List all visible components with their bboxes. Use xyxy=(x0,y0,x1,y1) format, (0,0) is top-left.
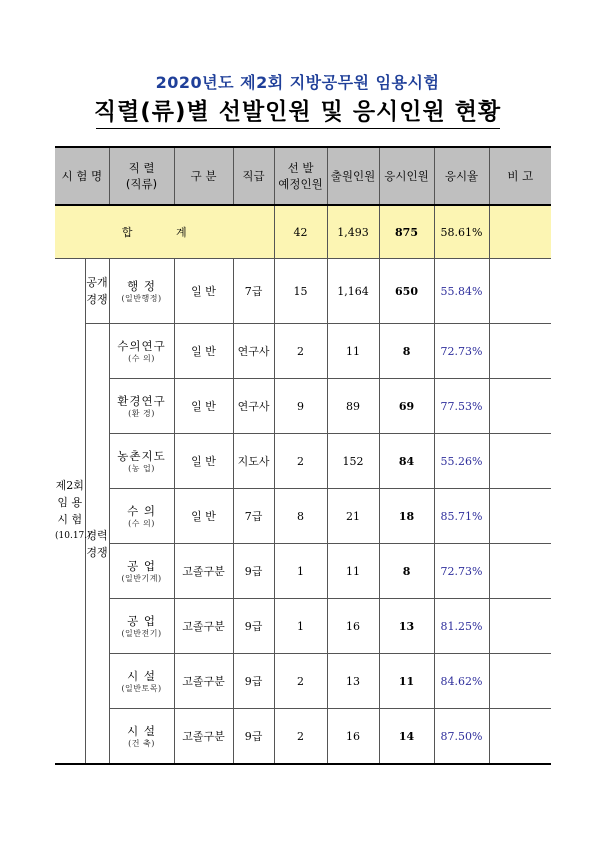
job-sub: (수 의) xyxy=(128,353,155,363)
total-attended: 875 xyxy=(379,205,434,259)
attended-cell: 650 xyxy=(379,259,434,324)
job-name: 농촌지도 xyxy=(117,448,166,463)
job-sub: (농 업) xyxy=(128,463,155,473)
table-row xyxy=(55,654,551,709)
header-planned xyxy=(274,147,327,205)
total-applied: 1,493 xyxy=(327,205,379,259)
table-row xyxy=(55,709,551,765)
document-title: 직렬(류)별 선발인원 및 응시인원 현황 xyxy=(93,99,502,125)
header-planned-sub: 예정인원 xyxy=(278,177,323,191)
applied-cell: 152 xyxy=(327,434,379,489)
division-cell: 일 반 xyxy=(174,324,233,379)
rate-cell: 72.73% xyxy=(434,324,489,379)
header-job-series-sub: (직류) xyxy=(125,177,158,191)
header-division: 구 분 xyxy=(174,147,233,205)
attended-cell: 84 xyxy=(379,434,434,489)
attended-cell: 11 xyxy=(379,654,434,709)
exam-name-line: 임 용 xyxy=(57,496,83,509)
total-label: 합 계 xyxy=(55,205,274,259)
division-cell: 고졸구분 xyxy=(174,544,233,599)
planned-cell: 2 xyxy=(274,434,327,489)
table-row xyxy=(55,489,551,544)
rate-cell: 72.73% xyxy=(434,544,489,599)
document-subtitle: 2020년도 제2회 지방공무원 임용시험 xyxy=(155,73,440,92)
category-line: 경력 xyxy=(86,528,108,542)
attended-cell: 14 xyxy=(379,709,434,765)
applied-cell: 11 xyxy=(327,544,379,599)
job-sub: (일반전기) xyxy=(121,628,162,638)
category-line: 경쟁 xyxy=(86,545,108,559)
table-row xyxy=(55,434,551,489)
rate-cell: 84.62% xyxy=(434,654,489,709)
job-cell xyxy=(109,379,174,434)
attended-cell: 69 xyxy=(379,379,434,434)
planned-cell: 1 xyxy=(274,599,327,654)
note-cell xyxy=(489,654,551,709)
exam-name-cell xyxy=(55,259,91,765)
division-cell: 고졸구분 xyxy=(174,599,233,654)
grade-cell: 지도사 xyxy=(233,434,274,489)
grade-cell: 9급 xyxy=(233,599,274,654)
attended-cell: 13 xyxy=(379,599,434,654)
category-line: 경쟁 xyxy=(86,293,108,306)
total-note xyxy=(489,205,551,259)
total-row xyxy=(55,205,551,259)
category-line: 공개 xyxy=(86,276,108,289)
job-name: 시 설 xyxy=(127,723,156,738)
grade-cell: 연구사 xyxy=(233,379,274,434)
division-cell: 고졸구분 xyxy=(174,709,233,765)
job-cell xyxy=(109,324,174,379)
job-sub: (수 의) xyxy=(128,518,155,528)
applied-cell: 16 xyxy=(327,599,379,654)
division-cell: 일 반 xyxy=(174,489,233,544)
category-career xyxy=(85,324,109,765)
job-name: 환경연구 xyxy=(117,393,166,408)
title-underline xyxy=(96,128,500,129)
applied-cell: 1,164 xyxy=(327,259,379,324)
header-exam-name: 시 험 명 xyxy=(55,147,109,205)
table-row xyxy=(55,599,551,654)
total-planned: 42 xyxy=(274,205,327,259)
rate-cell: 85.71% xyxy=(434,489,489,544)
grade-cell: 7급 xyxy=(233,259,274,324)
header-note: 비 고 xyxy=(489,147,551,205)
note-cell xyxy=(489,434,551,489)
applied-cell: 89 xyxy=(327,379,379,434)
header-grade: 직급 xyxy=(233,147,274,205)
header-applied: 출원인원 xyxy=(327,147,379,205)
note-cell xyxy=(489,489,551,544)
job-cell xyxy=(109,259,174,324)
attended-cell: 8 xyxy=(379,324,434,379)
total-rate: 58.61% xyxy=(434,205,489,259)
job-name: 수의연구 xyxy=(117,338,166,353)
division-cell: 일 반 xyxy=(174,434,233,489)
job-sub: (건 축) xyxy=(128,738,155,748)
job-cell xyxy=(109,434,174,489)
applied-cell: 16 xyxy=(327,709,379,765)
grade-cell: 9급 xyxy=(233,709,274,765)
note-cell xyxy=(489,599,551,654)
planned-cell: 2 xyxy=(274,709,327,765)
planned-cell: 2 xyxy=(274,324,327,379)
job-cell xyxy=(109,654,174,709)
planned-cell: 15 xyxy=(274,259,327,324)
header-attended: 응시인원 xyxy=(379,147,434,205)
rate-cell: 81.25% xyxy=(434,599,489,654)
division-cell: 일 반 xyxy=(174,379,233,434)
grade-cell: 7급 xyxy=(233,489,274,544)
job-sub: (환 경) xyxy=(128,408,155,418)
grade-cell: 연구사 xyxy=(233,324,274,379)
attended-cell: 18 xyxy=(379,489,434,544)
rate-cell: 87.50% xyxy=(434,709,489,765)
job-cell xyxy=(109,599,174,654)
header-planned-main: 선 발 xyxy=(287,161,314,175)
exam-name-line: 시 험 xyxy=(57,513,83,526)
job-cell xyxy=(109,544,174,599)
table-header-row xyxy=(55,147,551,205)
rate-cell: 55.26% xyxy=(434,434,489,489)
planned-cell: 9 xyxy=(274,379,327,434)
note-cell xyxy=(489,324,551,379)
note-cell xyxy=(489,379,551,434)
note-cell xyxy=(489,709,551,765)
rate-cell: 77.53% xyxy=(434,379,489,434)
table-row xyxy=(55,544,551,599)
recruitment-table xyxy=(55,146,551,765)
note-cell xyxy=(489,259,551,324)
grade-cell: 9급 xyxy=(233,544,274,599)
division-cell: 일 반 xyxy=(174,259,233,324)
exam-name-line: 제2회 xyxy=(55,479,84,492)
header-job-series-main: 직 렬 xyxy=(128,161,155,175)
job-sub: (일반행정) xyxy=(121,293,162,303)
applied-cell: 11 xyxy=(327,324,379,379)
planned-cell: 1 xyxy=(274,544,327,599)
planned-cell: 2 xyxy=(274,654,327,709)
job-name: 공 업 xyxy=(127,613,156,628)
header-job-series xyxy=(109,147,174,205)
table-row xyxy=(55,324,551,379)
job-cell xyxy=(109,709,174,765)
job-sub: (일반토목) xyxy=(121,683,162,693)
category-public xyxy=(85,259,109,324)
applied-cell: 21 xyxy=(327,489,379,544)
job-sub: (일반기계) xyxy=(121,573,162,583)
job-name: 행 정 xyxy=(127,278,156,293)
exam-name-line: (10.17.) xyxy=(55,531,91,541)
division-cell: 고졸구분 xyxy=(174,654,233,709)
applied-cell: 13 xyxy=(327,654,379,709)
grade-cell: 9급 xyxy=(233,654,274,709)
note-cell xyxy=(489,544,551,599)
table-row xyxy=(55,259,551,324)
job-name: 수 의 xyxy=(127,503,156,518)
job-name: 시 설 xyxy=(127,668,156,683)
job-name: 공 업 xyxy=(127,558,156,573)
table-row xyxy=(55,379,551,434)
planned-cell: 8 xyxy=(274,489,327,544)
header-rate: 응시율 xyxy=(434,147,489,205)
job-cell xyxy=(109,489,174,544)
rate-cell: 55.84% xyxy=(434,259,489,324)
attended-cell: 8 xyxy=(379,544,434,599)
